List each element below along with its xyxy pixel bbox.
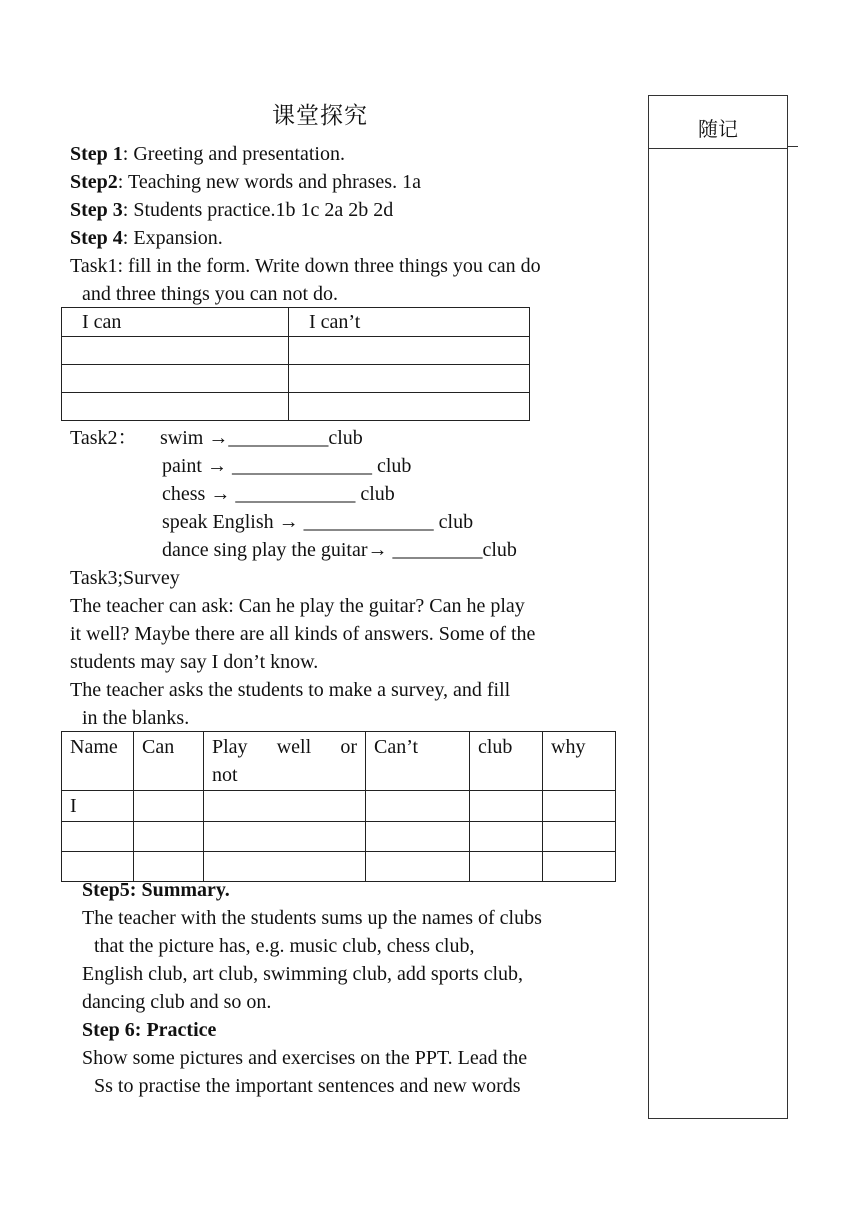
blank-cell[interactable] bbox=[366, 791, 470, 822]
survey-header-why: why bbox=[543, 732, 616, 791]
play-well-word: Play bbox=[212, 736, 248, 758]
blank-cell[interactable] bbox=[62, 365, 289, 393]
step-6-label-text: Step 6: Practice bbox=[82, 1019, 217, 1041]
task2-item: speak English → _____________ club bbox=[162, 511, 474, 533]
survey-header-cant: Can’t bbox=[366, 732, 470, 791]
task3-label: Task3;Survey bbox=[70, 567, 180, 589]
step-6-line: Ss to practise the important sentences and new words bbox=[94, 1075, 521, 1097]
step-5-label bbox=[82, 876, 230, 904]
task3-text-line: students may say I don’t know. bbox=[70, 651, 319, 673]
blank-cell[interactable] bbox=[470, 822, 543, 852]
blank-cell[interactable] bbox=[134, 822, 204, 852]
task1-line-1: Task1: fill in the form. Write down three things you can do bbox=[70, 255, 541, 277]
play-well-word: or bbox=[340, 736, 357, 758]
survey-header-play-well bbox=[204, 732, 366, 791]
blank-cell[interactable] bbox=[289, 337, 530, 365]
table-row bbox=[62, 365, 530, 393]
task3-text-line: it well? Maybe there are all kinds of answers. Some of the bbox=[70, 623, 536, 645]
step-6-label bbox=[82, 1016, 216, 1044]
step-2-label: Step2 bbox=[70, 171, 118, 193]
survey-table bbox=[61, 731, 616, 882]
step-3 bbox=[70, 196, 393, 224]
blank-cell[interactable] bbox=[289, 393, 530, 421]
notes-label: 随记 bbox=[649, 96, 787, 149]
survey-header-name: Name bbox=[62, 732, 134, 791]
step-5-line: that the picture has, e.g. music club, chess club, bbox=[94, 935, 475, 957]
blank-cell[interactable] bbox=[289, 365, 530, 393]
task1-line-2: and three things you can not do. bbox=[82, 283, 339, 305]
task3-text-line: The teacher asks the students to make a survey, and fill bbox=[70, 679, 511, 701]
blank-cell[interactable] bbox=[543, 822, 616, 852]
blank-cell[interactable] bbox=[543, 791, 616, 822]
step-5-line: dancing club and so on. bbox=[82, 991, 272, 1013]
task2-item: chess → ____________ club bbox=[162, 483, 395, 505]
blank-cell[interactable] bbox=[470, 791, 543, 822]
step-3-text: : Students practice.1b 1c 2a 2b 2d bbox=[122, 199, 394, 221]
step-2-text: : Teaching new words and phrases. 1a bbox=[117, 171, 421, 193]
step-6-line: Show some pictures and exercises on the PPT. Lead the bbox=[82, 1047, 528, 1069]
task3-text-line: in the blanks. bbox=[82, 707, 190, 729]
step-4 bbox=[70, 224, 223, 252]
blank-cell[interactable] bbox=[62, 822, 134, 852]
blank-cell[interactable] bbox=[204, 791, 366, 822]
blank-cell[interactable] bbox=[543, 852, 616, 882]
step-1 bbox=[70, 140, 345, 168]
survey-header-club: club bbox=[470, 732, 543, 791]
blank-cell[interactable] bbox=[134, 791, 204, 822]
survey-header-can: Can bbox=[134, 732, 204, 791]
play-well-word: well bbox=[276, 736, 312, 758]
step-5-label-text: Step5: Summary. bbox=[82, 879, 230, 901]
divider-tick bbox=[788, 146, 798, 147]
play-well-word: not bbox=[212, 764, 238, 786]
section-title: 课堂探究 bbox=[272, 103, 368, 129]
task2-item: paint → ______________ club bbox=[162, 455, 412, 477]
table-header-i-cant: I can’t bbox=[289, 308, 530, 337]
step-5-line: The teacher with the students sums up the names of clubs bbox=[82, 907, 542, 929]
step-2 bbox=[70, 168, 421, 196]
blank-cell[interactable] bbox=[62, 393, 289, 421]
blank-cell[interactable] bbox=[366, 822, 470, 852]
table-row bbox=[62, 393, 530, 421]
step-3-label: Step 3 bbox=[70, 199, 123, 221]
blank-cell[interactable] bbox=[204, 822, 366, 852]
step-5-line: English club, art club, swimming club, add sports club, bbox=[82, 963, 524, 985]
task3-text-line: The teacher can ask: Can he play the guitar? Can he play bbox=[70, 595, 525, 617]
table-row bbox=[62, 337, 530, 365]
step-1-text: : Greeting and presentation. bbox=[122, 143, 345, 165]
blank-cell[interactable] bbox=[62, 337, 289, 365]
notes-column bbox=[648, 95, 788, 1119]
can-cant-table bbox=[61, 307, 530, 421]
task2-item: dance sing play the guitar→ _________club bbox=[162, 539, 517, 561]
task2-label: Task2： bbox=[70, 427, 138, 449]
step-4-label: Step 4 bbox=[70, 227, 123, 249]
table-header-i-can: I can bbox=[62, 308, 289, 337]
survey-cell-i: I bbox=[62, 791, 134, 822]
blank-cell[interactable] bbox=[470, 852, 543, 882]
table-row bbox=[62, 791, 616, 822]
blank-cell[interactable] bbox=[366, 852, 470, 882]
task2-item: swim →__________club bbox=[160, 427, 363, 449]
step-1-label: Step 1 bbox=[70, 143, 123, 165]
table-row bbox=[62, 822, 616, 852]
step-4-text: : Expansion. bbox=[122, 227, 223, 249]
